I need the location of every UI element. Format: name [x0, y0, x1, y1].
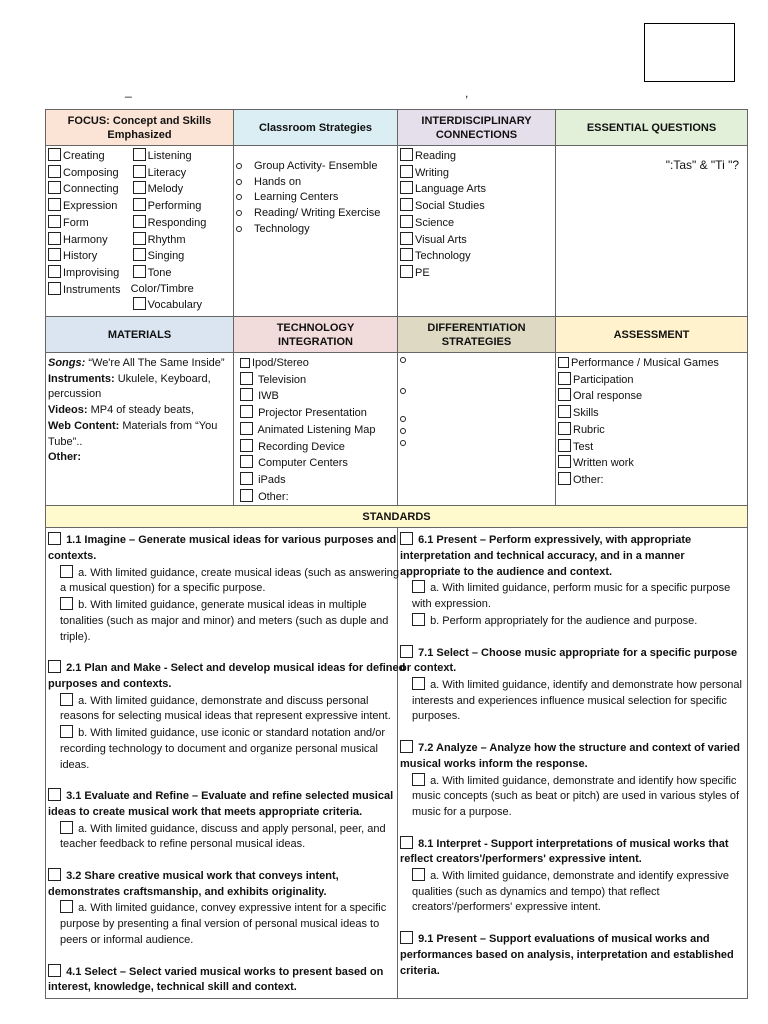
checkbox[interactable]	[60, 900, 73, 913]
checkbox[interactable]	[400, 836, 413, 849]
focus-item[interactable]: Vocabulary	[133, 297, 231, 314]
focus-cell	[46, 146, 234, 317]
subject-item[interactable]: Technology	[400, 248, 553, 265]
checkbox[interactable]	[558, 422, 571, 435]
web-content-line: Web Content: Materials from “You Tube”..	[48, 419, 218, 448]
focus-item[interactable]: Responding	[133, 215, 231, 232]
tech-item[interactable]: IWB	[240, 388, 395, 405]
subject-item[interactable]: Language Arts	[400, 181, 553, 198]
focus-item[interactable]: Performing	[133, 198, 231, 215]
technology-cell	[234, 353, 398, 506]
focus-item[interactable]: Tone	[133, 265, 231, 282]
standard-1-1-a[interactable]: a. With limited guidance, create musical ideas (such as answering a musical question) for a specific purpose.	[60, 566, 400, 595]
differentiation-header: DIFFERENTIATION STRATEGIES	[398, 317, 556, 353]
checkbox[interactable]	[400, 645, 413, 658]
checkbox[interactable]	[558, 372, 571, 385]
bullet-icon	[400, 357, 406, 363]
checkbox[interactable]	[240, 455, 253, 468]
checkbox[interactable]	[48, 181, 61, 194]
standard-7-1[interactable]: 7.1 Select – Choose music appropriate for a specific purpose or context.	[400, 646, 738, 675]
assessment-item[interactable]: Other:	[558, 472, 745, 489]
checkbox[interactable]	[240, 422, 253, 435]
standard-6-1-b[interactable]: b. Perform appropriately for the audience and purpose.	[400, 613, 744, 630]
checkbox[interactable]	[412, 677, 425, 690]
tech-item[interactable]: Recording Device	[240, 439, 395, 456]
focus-item-text: Color/Timbre	[130, 282, 194, 295]
checkbox[interactable]	[133, 181, 146, 194]
checkbox[interactable]	[400, 148, 413, 161]
checkbox[interactable]	[48, 788, 61, 801]
tech-item[interactable]: Television	[240, 372, 395, 389]
standards-right	[398, 528, 748, 999]
assessment-item[interactable]: Participation	[558, 372, 745, 389]
checkbox[interactable]	[48, 282, 61, 295]
corner-box	[644, 23, 735, 82]
bullet-icon	[236, 194, 242, 200]
lesson-plan-table	[45, 109, 748, 999]
standard-2-1-b[interactable]: b. With limited guidance, use iconic or standard notation and/or recording technology to document and organize personal musical ideas.	[60, 727, 386, 771]
focus-item[interactable]: Harmony	[48, 232, 133, 249]
essential-header: ESSENTIAL QUESTIONS	[556, 110, 748, 146]
bullet-icon	[400, 388, 406, 394]
checkbox[interactable]	[558, 455, 571, 468]
checkbox[interactable]	[558, 472, 571, 485]
checkbox[interactable]	[240, 372, 253, 385]
bullet-icon	[400, 416, 406, 422]
checkbox[interactable]	[400, 248, 413, 261]
interdisciplinary-cell	[398, 146, 556, 317]
checkbox[interactable]	[48, 198, 61, 211]
standard-9-1[interactable]: 9.1 Present – Support evaluations of musical works and performances based on analysis, interpretation and established criteria.	[400, 933, 734, 977]
assessment-item[interactable]: Skills	[558, 405, 745, 422]
standard-1-1[interactable]: 1.1 Imagine – Generate musical ideas for various purposes and contexts.	[48, 534, 397, 563]
checkbox[interactable]	[48, 660, 61, 673]
checkbox[interactable]	[558, 405, 571, 418]
standard-3-2[interactable]: 3.2 Share creative musical work that conveys intent, demonstrates craftsmanship, and exhibits originality.	[48, 870, 339, 898]
standard-2-1-a[interactable]: a. With limited guidance, demonstrate and discuss personal reasons for selecting musical ideas that represent expressive intent.	[60, 694, 391, 723]
standard-2-1[interactable]: 2.1 Plan and Make - Select and develop musical ideas for defined purposes and contexts.	[48, 662, 406, 690]
checkbox[interactable]	[412, 773, 425, 786]
checkbox[interactable]	[133, 165, 146, 178]
assessment-cell	[556, 353, 748, 506]
subject-item[interactable]: Reading	[400, 148, 553, 165]
tech-item[interactable]: Computer Centers	[240, 455, 395, 472]
bullet-icon	[400, 440, 406, 446]
checkbox[interactable]	[400, 740, 413, 753]
checkbox[interactable]	[400, 232, 413, 245]
standard-7-2-a[interactable]: a. With limited guidance, demonstrate and identify how specific music concepts (such as beat or pitch) are used in various styles of music for a purpose.	[412, 774, 740, 818]
standard-3-1-a[interactable]: a. With limited guidance, discuss and apply personal, peer, and teacher feedback to refine personal musical ideas.	[60, 822, 386, 851]
checkbox[interactable]	[400, 215, 413, 228]
tech-item[interactable]: Projector Presentation	[240, 405, 395, 422]
checkbox[interactable]	[133, 248, 146, 261]
checkbox[interactable]	[48, 964, 61, 977]
checkbox[interactable]	[133, 215, 146, 228]
checkbox[interactable]	[240, 388, 253, 401]
checkbox[interactable]	[400, 931, 413, 944]
checkbox[interactable]	[558, 439, 571, 452]
checkbox[interactable]	[400, 181, 413, 194]
tech-item[interactable]: Other:	[240, 489, 395, 506]
standard-8-1-a[interactable]: a. With limited guidance, demonstrate and identify expressive qualities (such as dynamics and tempo) that reflect creators'/performers' expressive intent.	[412, 870, 730, 914]
focus-item[interactable]: Improvising	[48, 265, 133, 282]
assessment-item[interactable]: Oral response	[558, 388, 745, 405]
tech-item[interactable]: Ipod/Stereo	[240, 356, 395, 372]
differentiation-cell	[398, 353, 556, 506]
subject-item[interactable]: PE	[400, 265, 553, 282]
standard-6-1-a[interactable]: a. With limited guidance, perform music for a specific purpose with expression.	[412, 582, 731, 611]
tech-item[interactable]: Animated Listening Map	[240, 422, 395, 439]
standard-1-1-b[interactable]: b. With limited guidance, generate musical ideas in multiple tonalities (such as major and minor) and meters (such as duple and triple).	[60, 599, 389, 643]
focus-item[interactable]: Instruments	[48, 282, 133, 299]
focus-item[interactable]: Creating	[48, 148, 133, 165]
checkbox[interactable]	[60, 693, 73, 706]
strategy-item: Group Activity- Ensemble	[236, 159, 395, 175]
checkbox[interactable]	[133, 297, 146, 310]
focus-item[interactable]: Literacy	[133, 165, 231, 182]
instruments-line: Instruments: Ukulele, Keyboard, percussion	[48, 372, 211, 401]
subject-item[interactable]: Social Studies	[400, 198, 553, 215]
focus-item[interactable]: Singing	[133, 248, 231, 265]
standard-3-2-a[interactable]: a. With limited guidance, convey expressive intent for a specific purpose by presenting a final version of personal musical ideas to peers or informal audience.	[60, 902, 387, 946]
bullet-icon	[236, 226, 242, 232]
tech-item[interactable]: iPads	[240, 472, 395, 489]
strategy-item: Hands on	[236, 175, 395, 191]
bullet-icon	[400, 428, 406, 434]
checkbox[interactable]	[240, 472, 253, 485]
checkbox[interactable]	[60, 725, 73, 738]
bullet-icon	[236, 163, 242, 169]
checkbox[interactable]	[412, 613, 425, 626]
standard-7-2[interactable]: 7.2 Analyze – Analyze how the structure and context of varied musical works inform the response.	[400, 742, 741, 770]
checkbox[interactable]	[133, 232, 146, 245]
focus-item[interactable]: Listening	[133, 148, 231, 165]
standards-header: STANDARDS	[46, 506, 748, 528]
focus-item[interactable]: Connecting	[48, 181, 133, 198]
interdisciplinary-header: INTERDISCIPLINARY CONNECTIONS	[398, 110, 556, 146]
focus-item[interactable]: Form	[48, 215, 133, 232]
checkbox[interactable]	[400, 532, 413, 545]
technology-header: TECHNOLOGY INTEGRATION	[234, 317, 398, 353]
other-line: Other:	[48, 451, 81, 464]
checkbox[interactable]	[133, 148, 146, 161]
checkbox[interactable]	[48, 148, 61, 161]
checkbox[interactable]	[558, 388, 571, 401]
checkbox[interactable]	[48, 215, 61, 228]
bullet-icon	[236, 210, 242, 216]
focus-header: FOCUS: Concept and Skills Emphasized	[46, 110, 234, 146]
checkbox[interactable]	[60, 565, 73, 578]
subject-item[interactable]: Writing	[400, 165, 553, 182]
checkbox[interactable]	[240, 489, 253, 502]
checkbox[interactable]	[400, 265, 413, 278]
checkbox[interactable]	[60, 597, 73, 610]
standard-6-1[interactable]: 6.1 Present – Perform expressively, with appropriate interpretation and technical accuracy, and in a manner appropriate to the audience and context.	[400, 534, 692, 578]
checkbox[interactable]	[412, 580, 425, 593]
checkbox[interactable]	[48, 165, 61, 178]
checkbox[interactable]	[400, 198, 413, 211]
checkbox[interactable]	[412, 868, 425, 881]
checkbox[interactable]	[48, 248, 61, 261]
checkbox[interactable]	[558, 357, 569, 368]
checkbox[interactable]	[60, 821, 73, 834]
strategy-item: Reading/ Writing Exercise	[236, 206, 395, 222]
classroom-cell	[234, 146, 398, 317]
checkbox[interactable]	[240, 439, 253, 452]
assessment-item[interactable]: Test	[558, 439, 745, 456]
focus-item[interactable]: Melody	[133, 181, 231, 198]
checkbox[interactable]	[48, 232, 61, 245]
checkbox[interactable]	[48, 265, 61, 278]
bullet-icon	[236, 179, 242, 185]
strategy-item: Technology	[236, 222, 395, 238]
assessment-item[interactable]: Performance / Musical Games	[558, 356, 745, 372]
assessment-item[interactable]: Rubric	[558, 422, 745, 439]
materials-header: MATERIALS	[46, 317, 234, 353]
checkbox[interactable]	[400, 165, 413, 178]
videos-line: Videos: MP4 of steady beats,	[48, 404, 194, 417]
standard-7-1-a[interactable]: a. With limited guidance, identify and demonstrate how personal interests and experiences influence musical selection for specific purposes.	[412, 678, 742, 723]
assessment-header: ASSESSMENT	[556, 317, 748, 353]
checkbox[interactable]	[240, 358, 250, 368]
focus-item[interactable]: Expression	[48, 198, 133, 215]
subject-item[interactable]: Visual Arts	[400, 232, 553, 249]
essential-question: ":Tas" & "Ti "?	[665, 158, 739, 172]
standard-4-1[interactable]: 4.1 Select – Select varied musical works to present based on interest, knowledge, technical skill and context.	[48, 965, 384, 994]
materials-cell	[46, 353, 234, 506]
classroom-header: Classroom Strategies	[234, 110, 398, 146]
checkbox[interactable]	[133, 265, 146, 278]
checkbox[interactable]	[133, 198, 146, 211]
essential-cell	[556, 146, 748, 317]
focus-item[interactable]: Rhythm	[133, 232, 231, 249]
checkbox[interactable]	[48, 868, 61, 881]
standards-left	[46, 528, 406, 999]
checkbox[interactable]	[48, 532, 61, 545]
subject-item[interactable]: Science	[400, 215, 553, 232]
assessment-item[interactable]: Written work	[558, 455, 745, 472]
top-comma: ,	[465, 86, 469, 100]
checkbox[interactable]	[240, 405, 253, 418]
focus-item[interactable]: History	[48, 248, 133, 265]
songs-line: Songs: “We're All The Same Inside”	[48, 357, 225, 370]
top-dash: _	[125, 84, 132, 98]
standard-8-1[interactable]: 8.1 Interpret - Support interpretations of musical works that reflect creators'/performers' expressive intent.	[400, 837, 729, 866]
standard-3-1[interactable]: 3.1 Evaluate and Refine – Evaluate and refine selected musical ideas to create musical work that meets appropriate criteria.	[48, 790, 394, 818]
focus-item[interactable]: Composing	[48, 165, 133, 182]
strategy-item: Learning Centers	[236, 190, 395, 206]
